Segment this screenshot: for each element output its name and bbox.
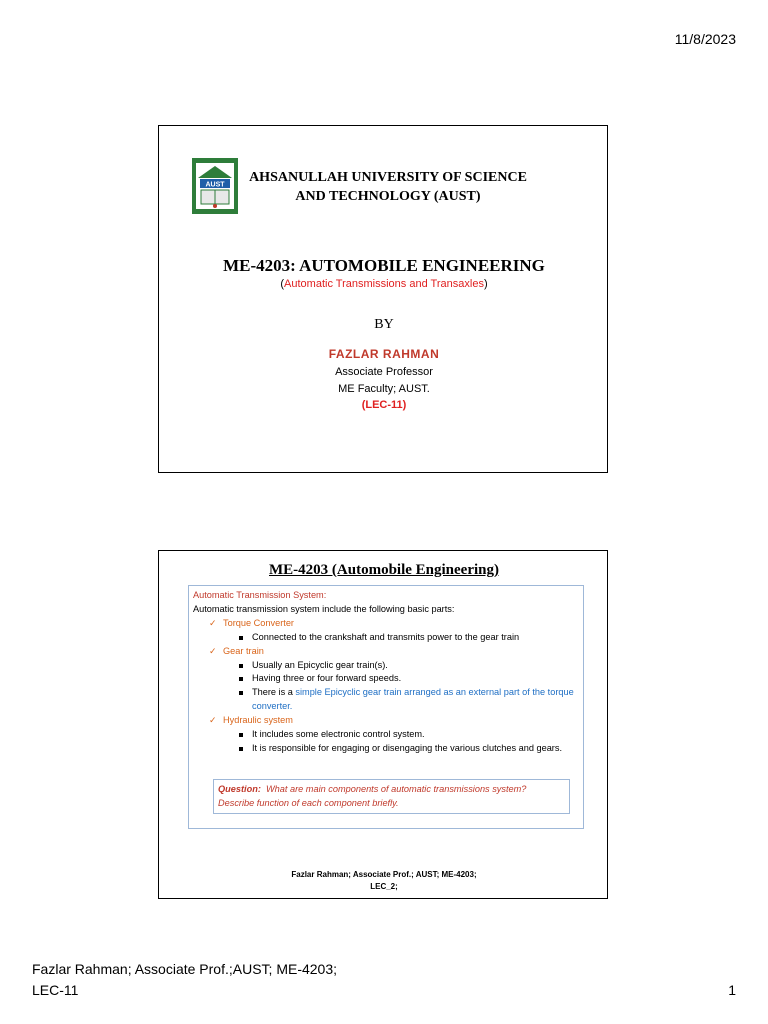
by-label: BY	[374, 317, 394, 332]
university-name	[239, 168, 537, 206]
list-item	[209, 645, 579, 715]
course-subtitle	[159, 278, 609, 290]
check-icon: ✓	[209, 617, 217, 628]
author-name: FAZLAR RAHMAN	[328, 347, 440, 361]
check-icon: ✓	[209, 645, 217, 656]
point-prefix: There is a	[252, 687, 296, 698]
subtitle-text: Automatic Transmissions and Transaxles	[284, 278, 484, 290]
page-date: 11/8/2023	[674, 31, 736, 47]
footer-line-1: Fazlar Rahman; Associate Prof.;AUST; ME-4203;	[32, 961, 338, 977]
lecture-number: (LEC-11)	[361, 399, 407, 411]
part-name: Gear train	[223, 645, 264, 656]
list-item	[238, 686, 579, 714]
check-icon: ✓	[209, 715, 217, 726]
list-item	[209, 617, 579, 645]
slide-title: ME-4203 (Automobile Engineering)	[269, 562, 499, 578]
question-box	[213, 779, 570, 814]
author-role: Associate Professor	[335, 366, 433, 378]
list-item: Connected to the crankshaft and transmits power to the gear train	[238, 631, 579, 645]
aust-logo-icon	[192, 158, 238, 214]
subtitle-open: (	[280, 278, 285, 290]
course-title: ME-4203: AUTOMOBILE ENGINEERING	[223, 256, 545, 275]
list-item	[209, 714, 579, 756]
section-intro: Automatic transmission system include the following basic parts:	[193, 603, 455, 614]
list-item: Usually an Epicyclic gear train(s).	[238, 659, 579, 673]
question-label: Question:	[218, 784, 261, 794]
page-number: 1	[728, 982, 736, 998]
university-line-1: AHSANULLAH UNIVERSITY OF SCIENCE	[249, 170, 527, 185]
part-name: Hydraulic system	[223, 715, 293, 726]
university-line-2: AND TECHNOLOGY (AUST)	[295, 189, 481, 204]
part-name: Torque Converter	[223, 617, 294, 628]
slide-footer-line-2: LEC_2;	[370, 882, 398, 891]
section-heading: Automatic Transmission System:	[193, 590, 327, 600]
content-box	[188, 585, 584, 829]
slide-footer	[159, 869, 609, 893]
list-item: Having three or four forward speeds.	[238, 672, 579, 686]
list-item: It is responsible for engaging or disengaging the various clutches and gears.	[238, 742, 579, 756]
content-slide	[158, 550, 608, 899]
logo-text: AUST	[205, 181, 225, 189]
slide-footer-line-1: Fazlar Rahman; Associate Prof.; AUST; ME-4203;	[291, 870, 477, 879]
title-slide	[158, 125, 608, 473]
point-highlight: simple Epicyclic gear train arranged as an external part of the torque converter.	[252, 687, 574, 712]
subtitle-close: )	[483, 278, 488, 290]
page-footer	[32, 959, 337, 1001]
question-text: What are main components of automatic transmissions system? Describe function of each component briefly.	[218, 784, 527, 808]
parts-list	[193, 617, 579, 756]
list-item: It includes some electronic control system.	[238, 728, 579, 742]
footer-line-2: LEC-11	[32, 982, 79, 998]
author-faculty: ME Faculty; AUST.	[338, 383, 430, 395]
